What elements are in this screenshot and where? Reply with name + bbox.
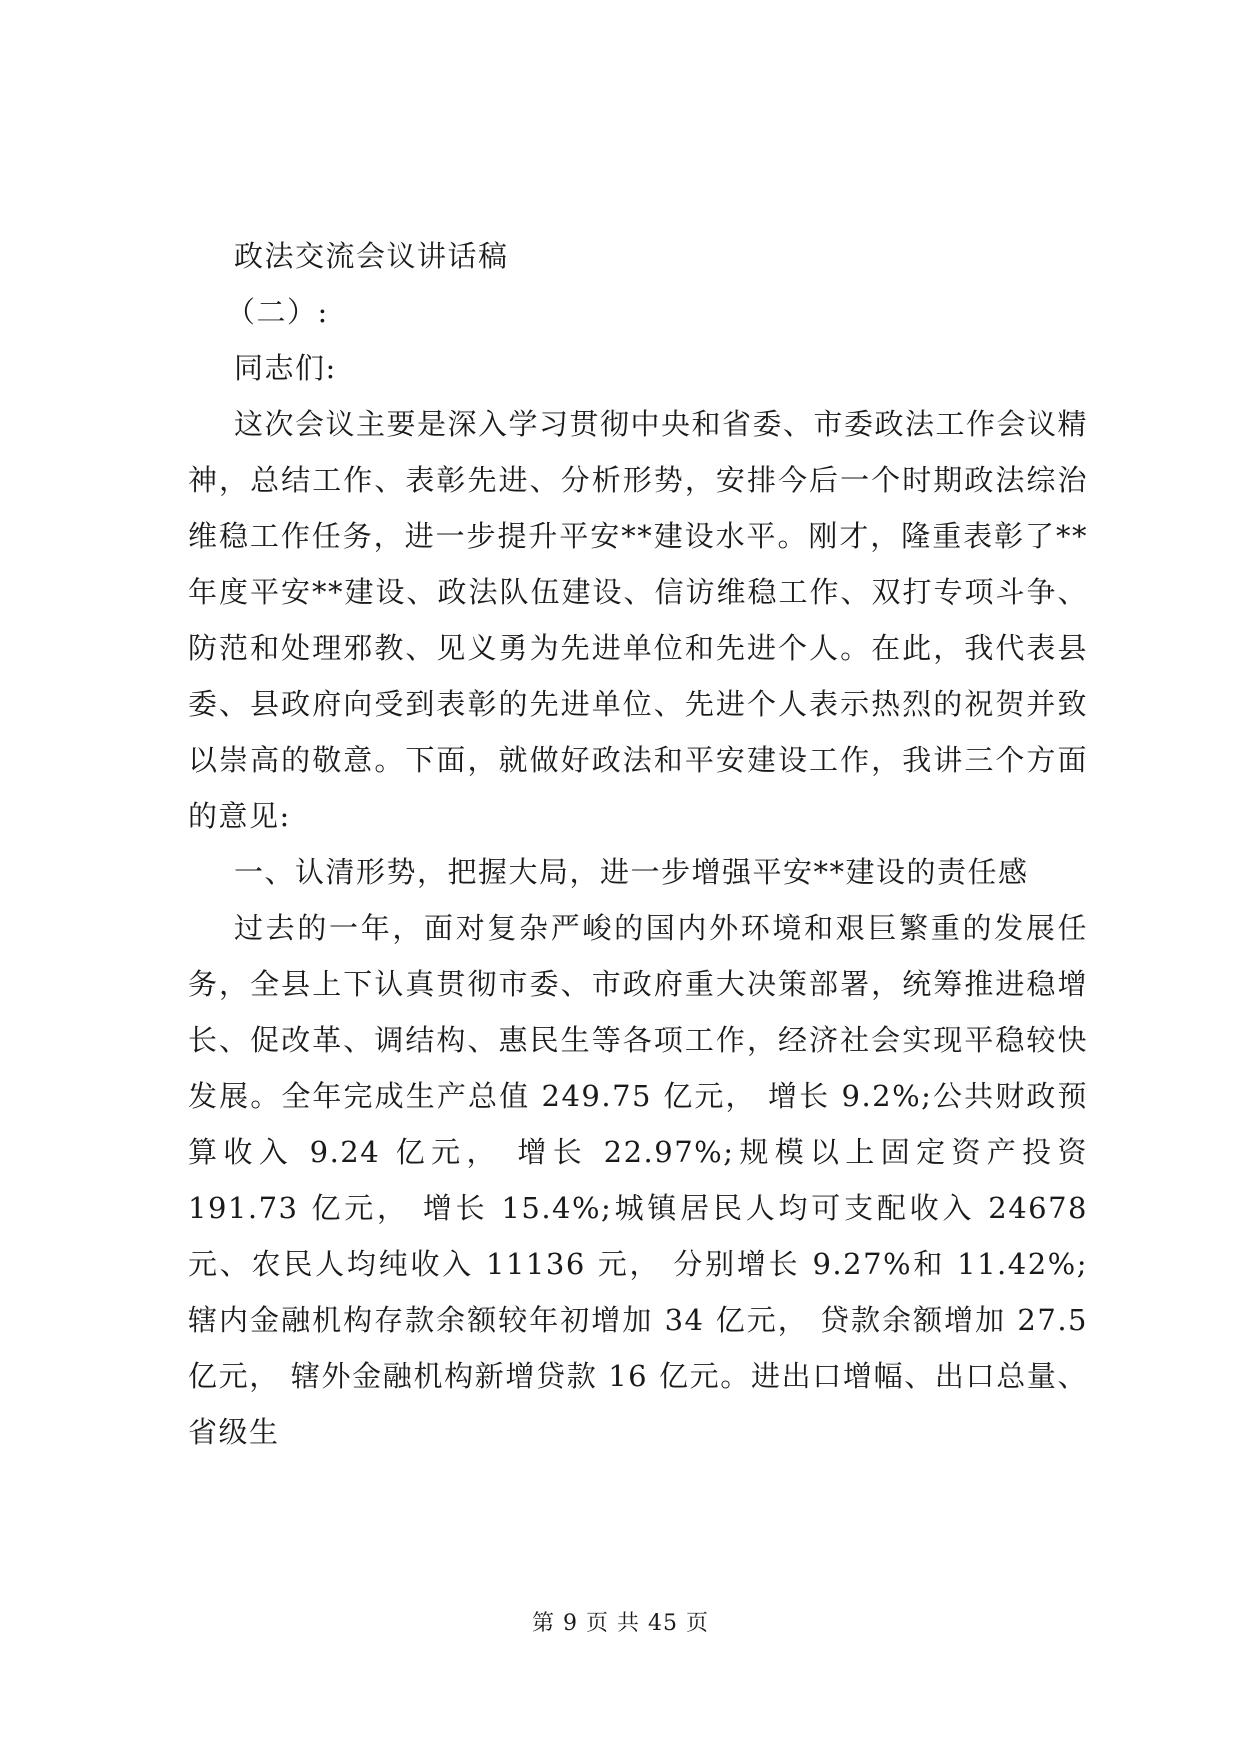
salutation: 同志们:	[234, 351, 337, 385]
document-body	[188, 228, 1088, 1460]
paragraph-review: 过去的一年，面对复杂严峻的国内外环境和艰巨繁重的发展任务，全县上下认真贯彻市委、市政府重大决策部署，统筹推进稳增长、促改革、调结构、惠民生等各项工作，经济社会实现平稳较快发展。全年完成生产总值 249.75 亿元， 增长 9.2%;公共财政预算收入 9.24 亿元， 增长 22.97%;规模以上固定资产投资 191.73 亿元， 增长 15.4%;城镇居民人均可支配收入 24678 元、农民人均纯收入 11136 元， 分别增长 9.27%和 11.42%;辖内金融机构存款余额较年初增加 34 亿元， 贷款余额增加 27.5 亿元， 辖外金融机构新增贷款 16 亿元。进出口增幅、出口总量、省级生	[188, 911, 1088, 1449]
page-footer: 第 9 页 共 45 页	[532, 1611, 709, 1636]
section-heading-one: 一、认清形势，把握大局，进一步增强平安**建设的责任感	[234, 855, 1029, 889]
document-subtitle: （二）:	[226, 295, 329, 329]
paragraph-intro: 这次会议主要是深入学习贯彻中央和省委、市委政法工作会议精神，总结工作、表彰先进、分析形势，安排今后一个时期政法综治维稳工作任务，进一步提升平安**建设水平。刚才，隆重表彰了**年度平安**建设、政法队伍建设、信访维稳工作、双打专项斗争、防范和处理邪教、见义勇为先进单位和先进个人。在此，我代表县委、县政府向受到表彰的先进单位、先进个人表示热烈的祝贺并致以崇高的敬意。下面，就做好政法和平安建设工作，我讲三个方面的意见:	[188, 407, 1089, 833]
document-title: 政法交流会议讲话稿	[234, 239, 509, 273]
